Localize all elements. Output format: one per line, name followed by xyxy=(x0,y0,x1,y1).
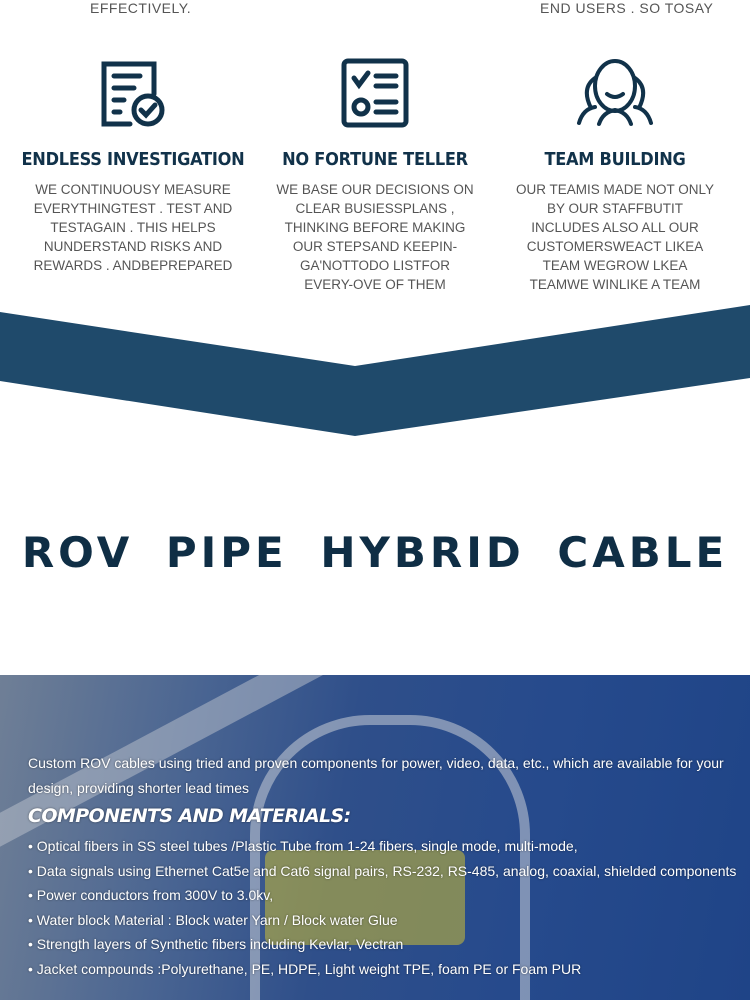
team-icon xyxy=(575,55,655,131)
feature-endless-investigation xyxy=(8,55,258,275)
feature-title: NO FORTUNE TELLER xyxy=(282,149,468,170)
feature-title: TEAM BUILDING xyxy=(544,149,686,170)
cut-text-right: END USERS . SO TOSAY xyxy=(540,0,714,16)
components-heading: COMPONENTS AND MATERIALS: xyxy=(28,805,351,827)
list-item: • Optical fibers in SS steel tubes /Plastic Tube from 1-24 fibers, single mode, multi-mode, xyxy=(28,838,578,854)
feature-no-fortune-teller xyxy=(250,55,500,294)
list-item: • Power conductors from 300V to 3.0kv, xyxy=(28,887,274,903)
feature-title: ENDLESS INVESTIGATION xyxy=(21,149,245,170)
chevron-band xyxy=(0,300,750,440)
list-item: • Water block Material : Block water Yarn / Block water Glue xyxy=(28,911,398,928)
intro-text: Custom ROV cables using tried and proven components for power, video, data, etc., which are available for your design, providing shorter lead times xyxy=(28,755,724,796)
rov-photo-section xyxy=(0,675,750,1000)
product-title: ROV PIPE HYBRID CABLE xyxy=(21,528,729,577)
feature-text: WE CONTINUOUSY MEASURE EVERYTHINGTEST . TEST AND TESTAGAIN . THIS HELPS NUNDERSTAND RISKS AND REWARDS . ANDBEPREPARED xyxy=(33,182,233,273)
checklist-icon xyxy=(340,55,410,131)
list-item: • Jacket compounds :Polyurethane, PE, HDPE, Light weight TPE, foam PE or Foam PUR xyxy=(28,960,582,977)
feature-text: WE BASE OUR DECISIONS ON CLEAR BUSIESSPLANS , THINKING BEFORE MAKING OUR STEPSAND KEEPIN-GA'NOTTODO LISTFOR EVERY-OVE OF THEM xyxy=(276,182,474,292)
list-item: • Strength layers of Synthetic fibers including Kevlar, Vectran xyxy=(28,936,404,952)
list-item: • Data signals using Ethernet Cat5e and Cat6 signal pairs, RS-232, RS-485, analog, coaxial, shielded components xyxy=(28,862,737,879)
cut-text-left: EFFECTIVELY. xyxy=(90,0,192,16)
components-list xyxy=(28,834,738,981)
document-check-icon xyxy=(98,55,168,131)
feature-team-building xyxy=(490,55,740,294)
feature-text: OUR TEAMIS MADE NOT ONLY BY OUR STAFFBUTIT INCLUDES ALSO ALL OUR CUSTOMERSWEACT LIKEA TEAM WEGROW LKEA TEAMWE WINLIKE A TEAM xyxy=(515,182,715,292)
